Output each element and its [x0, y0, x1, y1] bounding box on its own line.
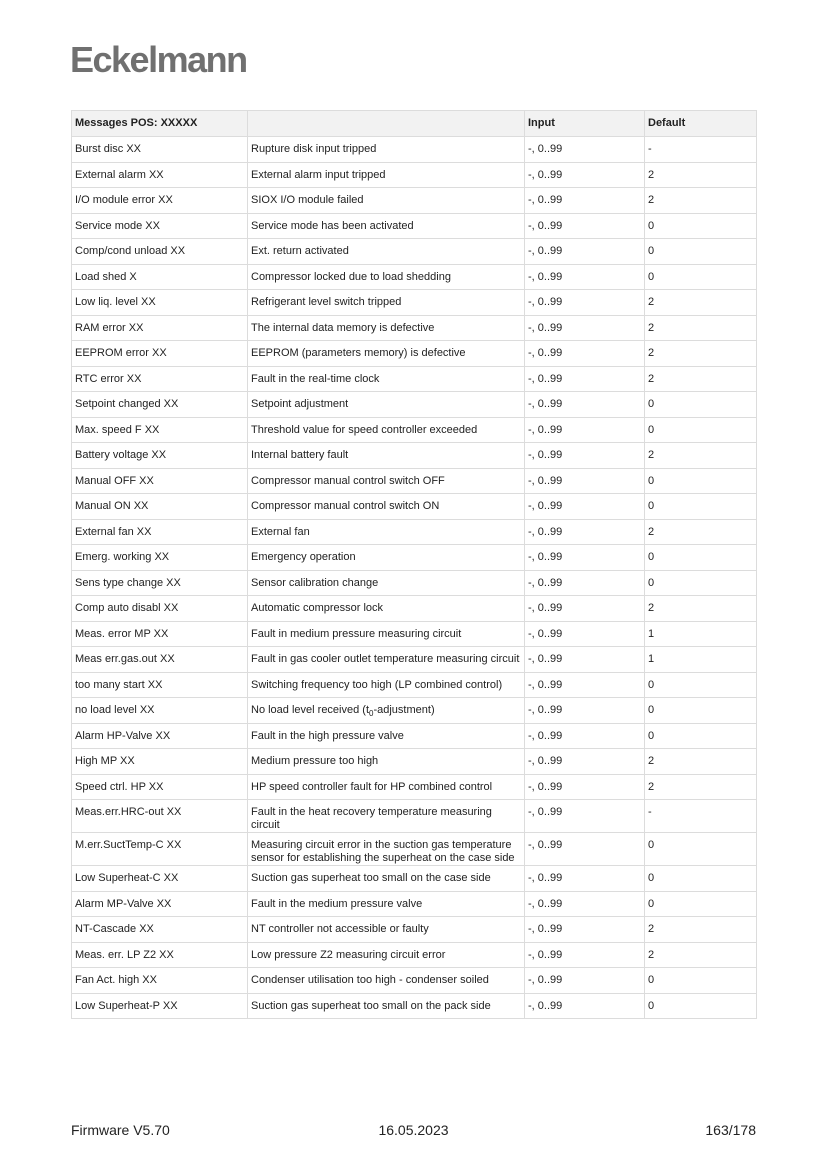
company-logo: Eckelmann — [70, 39, 247, 80]
message-name-cell: M.err.SuctTemp-C XX — [72, 833, 248, 866]
table-row — [72, 443, 757, 469]
default-cell: 0 — [645, 968, 757, 994]
input-cell: -, 0..99 — [525, 891, 645, 917]
default-cell: 2 — [645, 366, 757, 392]
input-cell: -, 0..99 — [525, 723, 645, 749]
description-cell: The internal data memory is defective — [248, 315, 525, 341]
description-cell: Fault in the medium pressure valve — [248, 891, 525, 917]
message-name-cell: Service mode XX — [72, 213, 248, 239]
input-cell: -, 0..99 — [525, 392, 645, 418]
default-cell: 2 — [645, 341, 757, 367]
input-cell: -, 0..99 — [525, 993, 645, 1019]
default-cell: 2 — [645, 917, 757, 943]
default-cell: 0 — [645, 239, 757, 265]
table-row — [72, 392, 757, 418]
description-cell: Suction gas superheat too small on the pack side — [248, 993, 525, 1019]
table-row — [72, 188, 757, 214]
table-row — [72, 341, 757, 367]
input-cell: -, 0..99 — [525, 341, 645, 367]
input-cell: -, 0..99 — [525, 570, 645, 596]
default-cell: 2 — [645, 162, 757, 188]
default-cell: 0 — [645, 672, 757, 698]
message-name-cell: I/O module error XX — [72, 188, 248, 214]
table-header-row — [72, 111, 757, 137]
default-cell: 2 — [645, 942, 757, 968]
table-row — [72, 968, 757, 994]
message-name-cell: Meas.err.HRC-out XX — [72, 800, 248, 833]
messages-table — [71, 110, 757, 1019]
input-cell: -, 0..99 — [525, 494, 645, 520]
input-cell: -, 0..99 — [525, 315, 645, 341]
input-cell: -, 0..99 — [525, 188, 645, 214]
table-row — [72, 545, 757, 571]
message-name-cell: Setpoint changed XX — [72, 392, 248, 418]
table-row — [72, 647, 757, 673]
default-cell: 2 — [645, 188, 757, 214]
input-cell: -, 0..99 — [525, 596, 645, 622]
default-cell: 2 — [645, 443, 757, 469]
message-name-cell: Comp auto disabl XX — [72, 596, 248, 622]
description-cell: Fault in the high pressure valve — [248, 723, 525, 749]
table-row — [72, 213, 757, 239]
message-name-cell: External alarm XX — [72, 162, 248, 188]
description-cell: External alarm input tripped — [248, 162, 525, 188]
description-cell: Low pressure Z2 measuring circuit error — [248, 942, 525, 968]
default-cell: 2 — [645, 596, 757, 622]
input-cell: -, 0..99 — [525, 137, 645, 163]
default-cell: 1 — [645, 621, 757, 647]
table-row — [72, 866, 757, 892]
input-cell: -, 0..99 — [525, 545, 645, 571]
message-name-cell: Fan Act. high XX — [72, 968, 248, 994]
table-row — [72, 494, 757, 520]
default-cell: 2 — [645, 749, 757, 775]
default-cell: 2 — [645, 519, 757, 545]
input-cell: -, 0..99 — [525, 443, 645, 469]
description-cell: Fault in medium pressure measuring circuit — [248, 621, 525, 647]
table-row — [72, 917, 757, 943]
description-cell: Compressor manual control switch OFF — [248, 468, 525, 494]
description-cell: Internal battery fault — [248, 443, 525, 469]
description-cell: Fault in the real-time clock — [248, 366, 525, 392]
message-name-cell: Alarm HP-Valve XX — [72, 723, 248, 749]
table-row — [72, 833, 757, 866]
table-body — [72, 137, 757, 1019]
input-cell: -, 0..99 — [525, 417, 645, 443]
description-cell: Automatic compressor lock — [248, 596, 525, 622]
table-row — [72, 264, 757, 290]
description-cell: Ext. return activated — [248, 239, 525, 265]
default-cell: 2 — [645, 774, 757, 800]
default-cell: 1 — [645, 647, 757, 673]
message-name-cell: Load shed X — [72, 264, 248, 290]
footer-firmware: Firmware V5.70 — [71, 1122, 170, 1138]
input-cell: -, 0..99 — [525, 968, 645, 994]
default-cell: 0 — [645, 213, 757, 239]
description-cell: NT controller not accessible or faulty — [248, 917, 525, 943]
input-cell: -, 0..99 — [525, 264, 645, 290]
default-cell: 0 — [645, 545, 757, 571]
input-cell: -, 0..99 — [525, 917, 645, 943]
default-cell: 0 — [645, 468, 757, 494]
table-row — [72, 774, 757, 800]
default-cell: 0 — [645, 698, 757, 724]
description-cell: Refrigerant level switch tripped — [248, 290, 525, 316]
description-cell: Compressor locked due to load shedding — [248, 264, 525, 290]
table-row — [72, 891, 757, 917]
message-name-cell: too many start XX — [72, 672, 248, 698]
description-cell: Measuring circuit error in the suction gas temperature sensor for establishing the superheat on the case side — [248, 833, 525, 866]
default-cell: - — [645, 800, 757, 833]
input-cell: -, 0..99 — [525, 833, 645, 866]
description-cell: Emergency operation — [248, 545, 525, 571]
default-cell: 0 — [645, 866, 757, 892]
message-name-cell: High MP XX — [72, 749, 248, 775]
description-cell: Fault in gas cooler outlet temperature measuring circuit — [248, 647, 525, 673]
table-row — [72, 417, 757, 443]
default-cell: 0 — [645, 494, 757, 520]
table-row — [72, 239, 757, 265]
message-name-cell: Comp/cond unload XX — [72, 239, 248, 265]
table-row — [72, 698, 757, 724]
message-name-cell: RAM error XX — [72, 315, 248, 341]
input-cell: -, 0..99 — [525, 698, 645, 724]
default-cell: 0 — [645, 891, 757, 917]
description-cell: Setpoint adjustment — [248, 392, 525, 418]
default-cell: 0 — [645, 392, 757, 418]
table-row — [72, 468, 757, 494]
description-cell: Service mode has been activated — [248, 213, 525, 239]
message-name-cell: Manual ON XX — [72, 494, 248, 520]
default-cell: 0 — [645, 570, 757, 596]
table-row — [72, 749, 757, 775]
header-default: Default — [645, 111, 757, 137]
header-input: Input — [525, 111, 645, 137]
description-cell: Compressor manual control switch ON — [248, 494, 525, 520]
input-cell: -, 0..99 — [525, 942, 645, 968]
input-cell: -, 0..99 — [525, 800, 645, 833]
input-cell: -, 0..99 — [525, 213, 645, 239]
table-row — [72, 672, 757, 698]
message-name-cell: RTC error XX — [72, 366, 248, 392]
message-name-cell: NT-Cascade XX — [72, 917, 248, 943]
description-cell: Sensor calibration change — [248, 570, 525, 596]
default-cell: 0 — [645, 723, 757, 749]
description-cell: HP speed controller fault for HP combined control — [248, 774, 525, 800]
default-cell: - — [645, 137, 757, 163]
message-name-cell: Sens type change XX — [72, 570, 248, 596]
input-cell: -, 0..99 — [525, 519, 645, 545]
table-row — [72, 596, 757, 622]
input-cell: -, 0..99 — [525, 621, 645, 647]
input-cell: -, 0..99 — [525, 239, 645, 265]
message-name-cell: EEPROM error XX — [72, 341, 248, 367]
input-cell: -, 0..99 — [525, 647, 645, 673]
input-cell: -, 0..99 — [525, 290, 645, 316]
footer-page-number: 163/178 — [705, 1122, 756, 1138]
input-cell: -, 0..99 — [525, 749, 645, 775]
description-cell: SIOX I/O module failed — [248, 188, 525, 214]
default-cell: 2 — [645, 315, 757, 341]
message-name-cell: Burst disc XX — [72, 137, 248, 163]
table-row — [72, 621, 757, 647]
description-cell: Condenser utilisation too high - condenser soiled — [248, 968, 525, 994]
input-cell: -, 0..99 — [525, 866, 645, 892]
default-cell: 0 — [645, 264, 757, 290]
footer-date: 16.05.2023 — [378, 1122, 449, 1138]
message-name-cell: Speed ctrl. HP XX — [72, 774, 248, 800]
header-description — [248, 111, 525, 137]
input-cell: -, 0..99 — [525, 366, 645, 392]
description-cell: Rupture disk input tripped — [248, 137, 525, 163]
description-cell: Threshold value for speed controller exceeded — [248, 417, 525, 443]
description-cell: No load level received $(t_0-adjustment)$ — [248, 698, 525, 724]
description-cell: External fan — [248, 519, 525, 545]
table-row — [72, 942, 757, 968]
description-cell: Switching frequency too high (LP combined control) — [248, 672, 525, 698]
table-row — [72, 366, 757, 392]
table-row — [72, 137, 757, 163]
message-name-cell: no load level XX — [72, 698, 248, 724]
description-cell: Suction gas superheat too small on the case side — [248, 866, 525, 892]
description-cell: Fault in the heat recovery temperature measuring circuit — [248, 800, 525, 833]
default-cell: 0 — [645, 833, 757, 866]
table-row — [72, 519, 757, 545]
input-cell: -, 0..99 — [525, 162, 645, 188]
input-cell: -, 0..99 — [525, 672, 645, 698]
message-name-cell: Battery voltage XX — [72, 443, 248, 469]
message-name-cell: Low liq. level XX — [72, 290, 248, 316]
header-messages: Messages POS: XXXXX — [72, 111, 248, 137]
message-name-cell: External fan XX — [72, 519, 248, 545]
default-cell: 0 — [645, 993, 757, 1019]
message-name-cell: Low Superheat-C XX — [72, 866, 248, 892]
message-name-cell: Manual OFF XX — [72, 468, 248, 494]
table-row — [72, 570, 757, 596]
table-row — [72, 315, 757, 341]
description-cell: Medium pressure too high — [248, 749, 525, 775]
default-cell: 0 — [645, 417, 757, 443]
default-cell: 2 — [645, 290, 757, 316]
message-name-cell: Meas. err. LP Z2 XX — [72, 942, 248, 968]
description-cell: EEPROM (parameters memory) is defective — [248, 341, 525, 367]
table-row — [72, 162, 757, 188]
table-row — [72, 993, 757, 1019]
table-row — [72, 800, 757, 833]
message-name-cell: Meas. error MP XX — [72, 621, 248, 647]
table-row — [72, 290, 757, 316]
input-cell: -, 0..99 — [525, 468, 645, 494]
message-name-cell: Emerg. working XX — [72, 545, 248, 571]
message-name-cell: Max. speed F XX — [72, 417, 248, 443]
message-name-cell: Meas err.gas.out XX — [72, 647, 248, 673]
table-row — [72, 723, 757, 749]
message-name-cell: Alarm MP-Valve XX — [72, 891, 248, 917]
message-name-cell: Low Superheat-P XX — [72, 993, 248, 1019]
input-cell: -, 0..99 — [525, 774, 645, 800]
